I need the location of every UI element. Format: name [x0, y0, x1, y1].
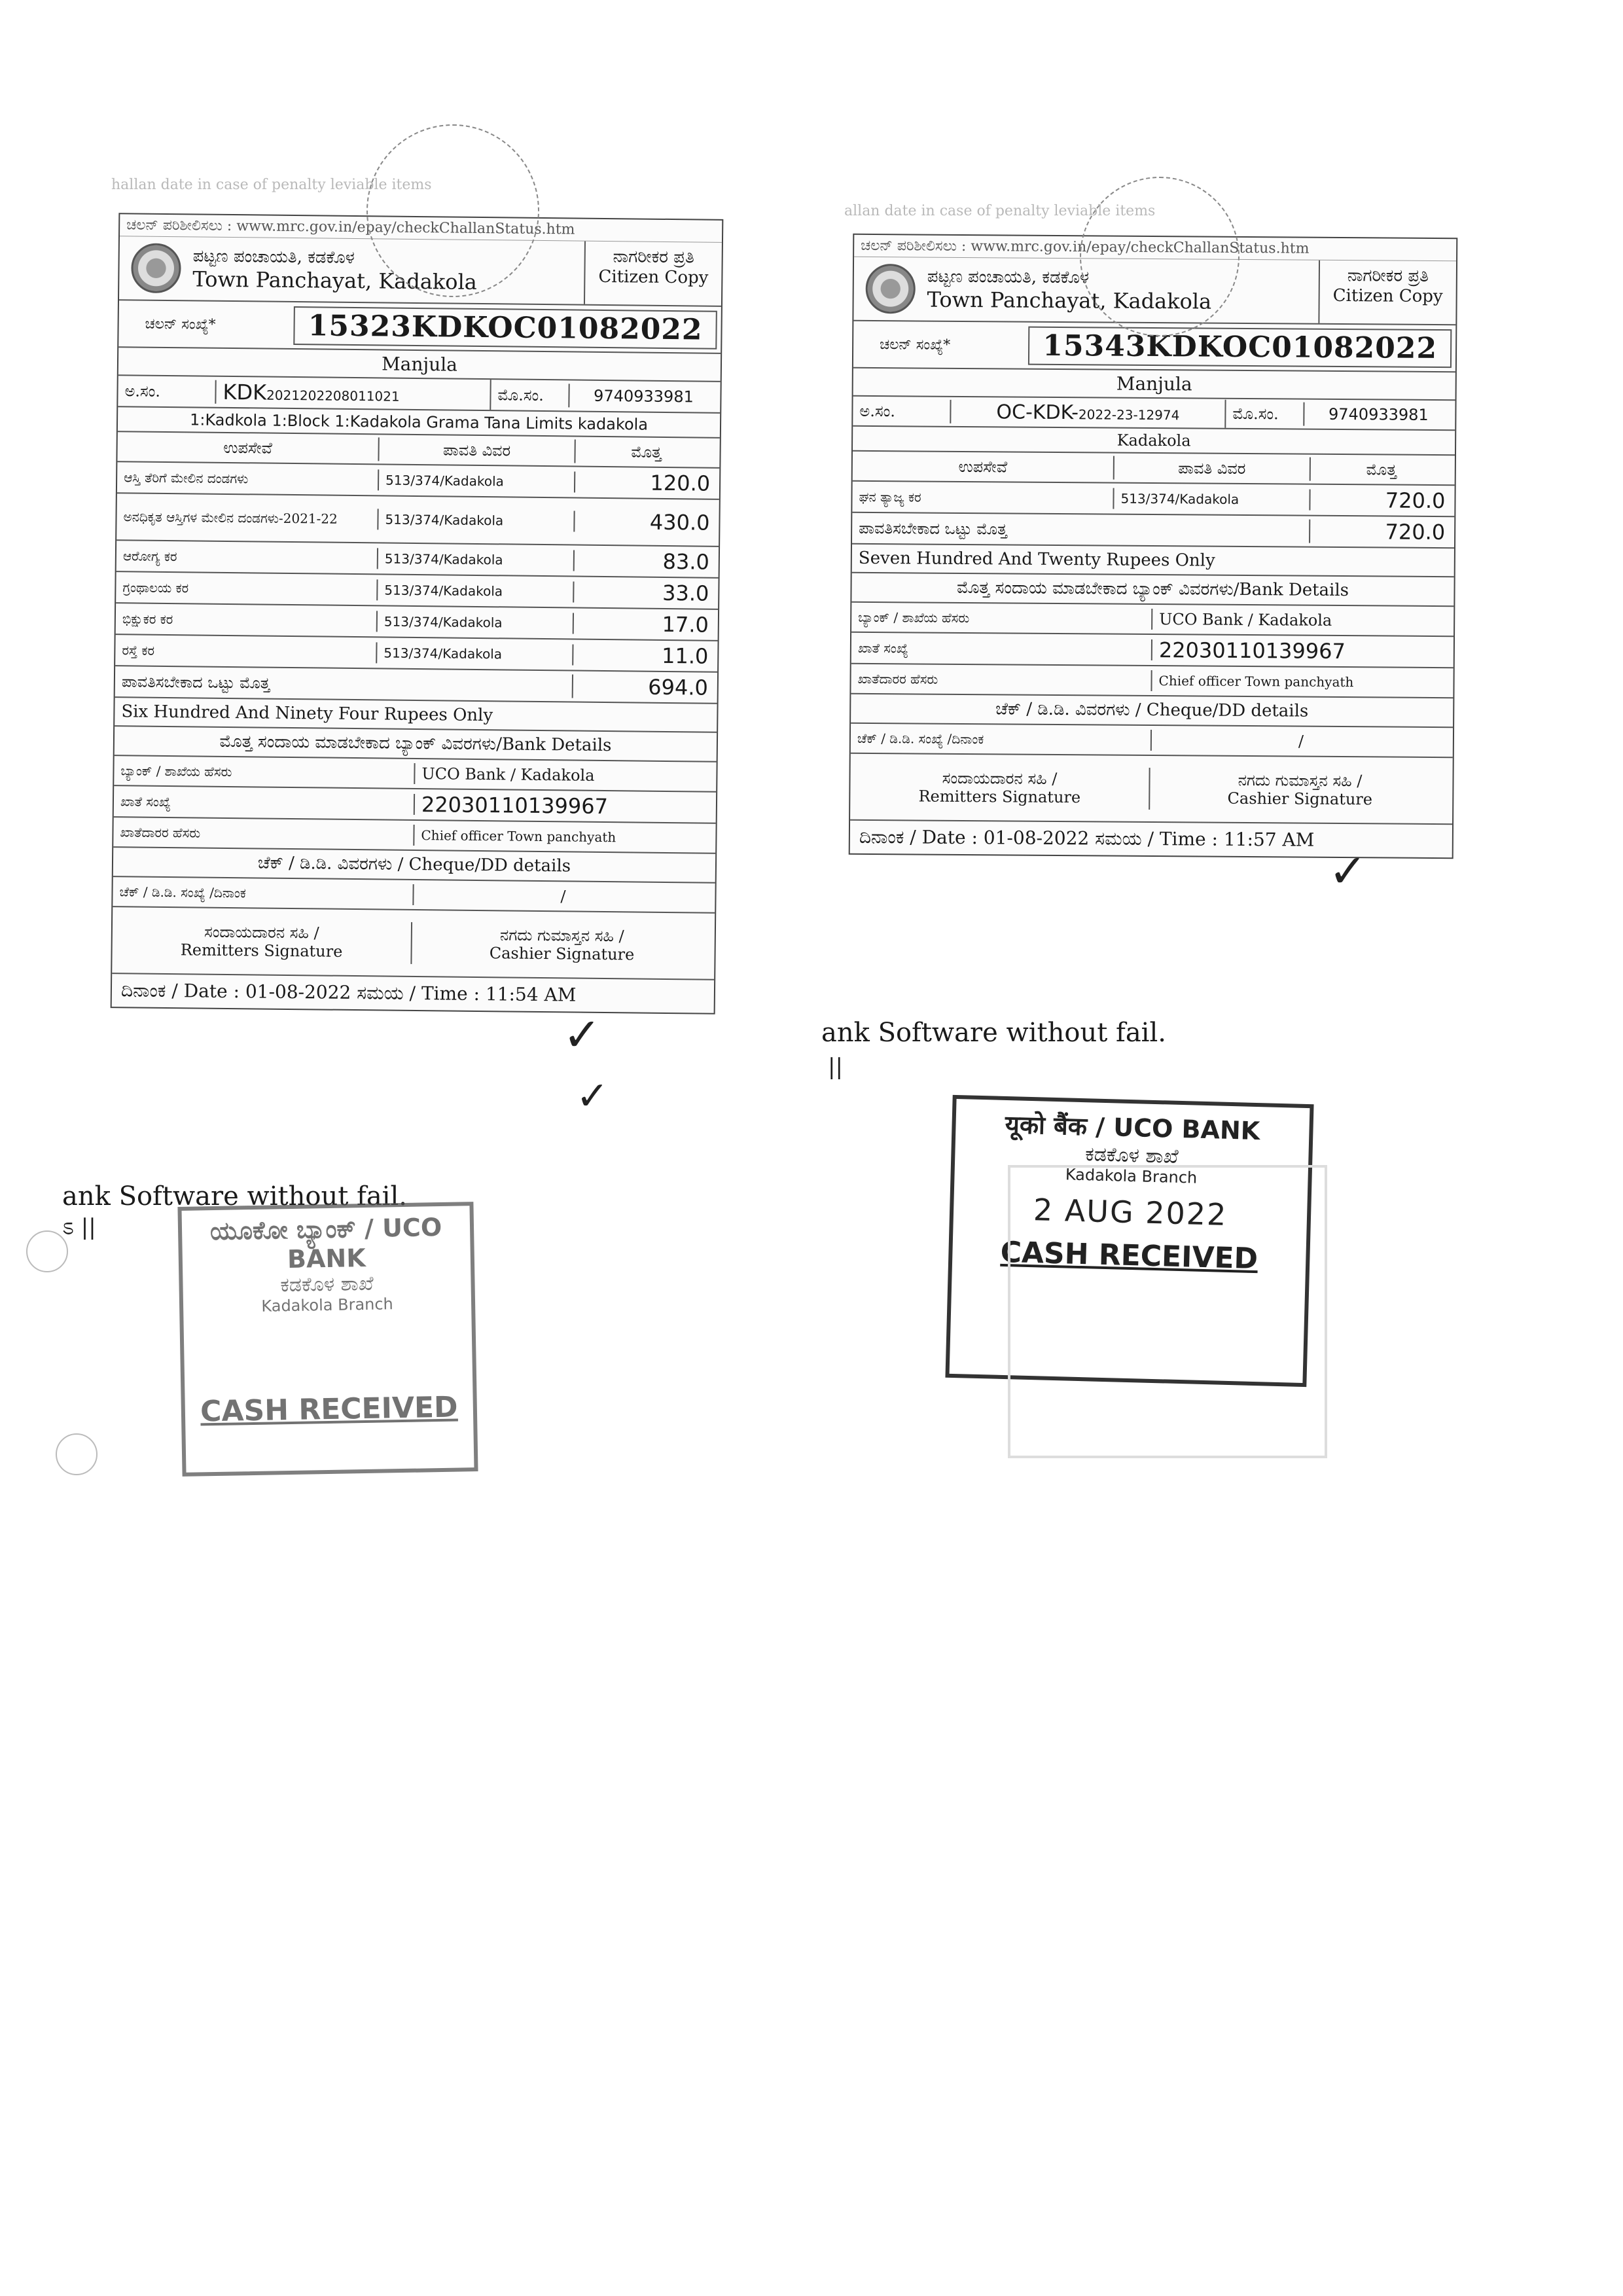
left-challan-receipt — [111, 213, 724, 1014]
table-row — [116, 493, 719, 547]
left-notice: ank Software without fail. — [62, 1181, 407, 1211]
left-id-cell — [216, 377, 491, 410]
right-bank-header: ಮೊತ್ತ ಸಂದಾಯ ಮಾಡಬೇಕಾದ ಬ್ಯಾಂಕ್ ವಿವರಗಳು/Bank Details — [851, 573, 1454, 607]
left-copy-type — [584, 242, 722, 306]
item-amount: 83.0 — [662, 548, 710, 575]
right-notice: ank Software without fail. — [821, 1018, 1166, 1048]
left-total-label: ಪಾವತಿಸಬೇಕಾದ ಒಟ್ಟು ಮೊತ್ತ — [115, 670, 573, 698]
left-stamp-branch-en: Kadakola Branch — [261, 1295, 393, 1316]
item-receipt: 513/374/Kadakola — [378, 611, 574, 634]
right-total-label: ಪಾವತಿಸಬೇಕಾದ ಒಟ್ಟು ಮೊತ್ತ — [852, 516, 1310, 543]
left-cheque-value: / — [560, 887, 566, 906]
left-office-seal — [366, 124, 539, 297]
left-stamp-branch-kn: ಕಡಕೊಳ ಶಾಖೆ — [280, 1272, 374, 1297]
left-verify-url: ಚಲನ್ ಪರಿಶೀಲಿಸಲು : www.mrc.gov.in/epay/checkChallanStatus.htm — [120, 214, 722, 243]
right-total-row — [852, 513, 1454, 548]
right-stamp-branch-en: Kadakola Branch — [1065, 1165, 1198, 1187]
right-remit-kn: ಸಂದಾಯದಾರನ ಸಹಿ / — [942, 768, 1058, 788]
item-receipt: 513/374/Kadakola — [1114, 488, 1310, 511]
right-id-row — [853, 397, 1455, 431]
right-stamp-bank-name: यूको बैंक / UCO BANK — [1005, 1109, 1260, 1146]
karnataka-emblem-icon — [865, 264, 916, 314]
right-cashier-en: Cashier Signature — [1227, 789, 1373, 809]
right-copy-kn: ನಾಗರೀಕರ ಪ್ರತಿ — [1347, 266, 1429, 286]
right-cashier-signature — [1150, 768, 1450, 812]
right-bank-label: ಬ್ಯಾಂಕ್ / ಶಾಖೆಯ ಹೆಸರು — [851, 607, 1152, 630]
left-remitter-signature — [112, 919, 412, 964]
left-office-kn: ಪಟ್ಟಣ ಪಂಚಾಯತಿ, ಕಡಕೊಳ — [192, 245, 355, 268]
left-stamp-cash-received: CASH RECEIVED — [200, 1390, 459, 1429]
left-holder-label: ಖಾತೆದಾರರ ಹೆಸರು — [113, 821, 414, 846]
right-verify-url: ಚಲನ್ ಪರಿಶೀಲಿಸಲು : www.mrc.gov.in/epay/checkChallanStatus.htm — [854, 235, 1456, 261]
left-cheque-label: ಚೆಕ್ / ಡಿ.ಡಿ. ಸಂಖ್ಯೆ /ದಿನಾಂಕ — [113, 881, 414, 905]
left-id-label: ಅ.ಸಂ. — [118, 379, 216, 404]
left-challan-row — [118, 300, 721, 354]
left-account-number: 22030110139967 — [421, 792, 609, 819]
right-bank-value: UCO Bank / Kadakola — [1159, 610, 1332, 630]
right-stamp-date: 2 AUG 2022 — [1033, 1192, 1228, 1232]
left-mobile: 9740933981 — [593, 386, 694, 406]
right-challan-label: ಚಲನ್ ಸಂಖ್ಯೆ* — [880, 336, 951, 353]
item-service: ಅನಧಿಕೃತ ಆಸ್ತಿಗಳ ಮೇಲಿನ ದಂಡಗಳು-2021-22 — [116, 506, 378, 529]
right-office-en: Town Panchayat, Kadakola — [927, 287, 1212, 314]
right-office-seal — [1080, 177, 1240, 336]
right-amount-words: Seven Hundred And Twenty Rupees Only — [852, 545, 1454, 577]
left-col-receipt: ಪಾವತಿ ವಿವರ — [379, 437, 575, 463]
left-remit-en: Remitters Signature — [180, 941, 343, 961]
left-notice-2: ಽ || — [62, 1214, 96, 1240]
right-copy-en: Citizen Copy — [1332, 285, 1443, 307]
left-signature-row — [112, 907, 715, 980]
left-col-service: ಉಪಸೇವೆ — [117, 435, 379, 461]
right-mobile-label: ಮೊ.ಸಂ. — [1226, 402, 1304, 426]
right-faint-header: allan date in case of penalty leviable items — [844, 203, 1156, 219]
right-address: Kadakola — [853, 427, 1455, 456]
left-payer-name: Manjula — [118, 348, 721, 382]
item-amount: 430.0 — [649, 509, 710, 535]
right-remitter-signature — [850, 766, 1150, 810]
item-amount: 17.0 — [662, 611, 709, 637]
left-holder-value: Chief officer Town panchyath — [421, 827, 616, 846]
right-date-time: ದಿನಾಂಕ / Date : 01-08-2022 ಸಮಯ / Time : 11:57 AM — [859, 825, 1315, 851]
right-remit-en: Remitters Signature — [918, 787, 1081, 807]
left-remit-kn: ಸಂದಾಯದಾರನ ಸಹಿ / — [204, 922, 319, 942]
item-receipt: 513/374/Kadakola — [378, 579, 574, 602]
right-signature-row — [850, 754, 1453, 825]
item-receipt: 513/374/Kadakola — [377, 642, 573, 665]
right-account-number: 22030110139967 — [1158, 637, 1346, 664]
item-amount: 120.0 — [650, 470, 711, 496]
right-col-receipt: ಪಾವತಿ ವಿವರ — [1115, 456, 1311, 481]
left-col-amount: ಮೊತ್ತ — [631, 442, 662, 461]
left-account-label: ಖಾತೆ ಸಂಖ್ಯೆ — [114, 791, 415, 815]
item-receipt: 513/374/Kadakola — [379, 469, 575, 492]
left-mobile-label: ಮೊ.ಸಂ. — [491, 383, 569, 407]
left-challan-label: ಚಲನ್ ಸಂಖ್ಯೆ* — [145, 315, 216, 333]
right-stamp-cash-received: CASH RECEIVED — [1000, 1235, 1258, 1276]
left-cashier-en: Cashier Signature — [489, 944, 635, 964]
right-total-amount: 720.0 — [1385, 519, 1446, 545]
right-cheque-header: ಚೆಕ್ / ಡಿ.ಡಿ. ವಿವರಗಳು / Cheque/DD details — [851, 694, 1453, 728]
right-holder-label: ಖಾತೆದಾರರ ಹೆಸರು — [851, 668, 1152, 691]
left-faint-header: hallan date in case of penalty leviable items — [111, 177, 432, 193]
item-service: ಆರೋಗ್ಯ ಕರ — [116, 545, 378, 569]
item-service: ಭಿಕ್ಷುಕರ ಕರ — [116, 608, 378, 632]
right-cheque-value: / — [1298, 732, 1304, 751]
item-amount: 720.0 — [1385, 488, 1446, 514]
right-cheque-label: ಚೆಕ್ / ಡಿ.ಡಿ. ಸಂಖ್ಯೆ /ದಿನಾಂಕ — [851, 728, 1152, 751]
karnataka-emblem-icon — [131, 243, 181, 293]
left-cashier-sign-icon: ✓ — [576, 1073, 609, 1119]
left-stamp-bank-name: ಯೂಕೋ ಬ್ಯಾಂಕ್ / UCO BANK — [209, 1212, 442, 1274]
left-bank-label: ಬ್ಯಾಂಕ್ / ಶಾಖೆಯ ಹೆಸರು — [114, 760, 415, 784]
item-service: ಆಸ್ತಿ ತೆರಿಗೆ ಮೇಲಿನ ದಂಡಗಳು — [117, 467, 379, 490]
right-payer-name: Manjula — [853, 368, 1455, 401]
left-tick-mark-icon: ✓ — [563, 1008, 601, 1062]
left-id-value: 2021202208011021 — [266, 387, 400, 404]
right-bank-row — [851, 603, 1454, 637]
left-bank-stamp — [177, 1202, 478, 1477]
item-receipt: 513/374/Kadakola — [378, 509, 575, 531]
right-mobile: 9740933981 — [1328, 404, 1429, 424]
right-holder-row — [851, 664, 1453, 698]
right-holder-value: Chief officer Town panchyath — [1158, 673, 1354, 691]
left-address: 1:Kadkola 1:Block 1:Kadakola Grama Tana Limits kadakola — [118, 407, 720, 439]
right-faint-stamp-ghost — [1008, 1165, 1327, 1458]
item-amount: 11.0 — [661, 643, 709, 669]
right-account-row — [851, 633, 1454, 668]
left-cashier-kn: ನಗದು ಗುಮಾಸ್ತನ ಸಹಿ / — [499, 925, 624, 946]
left-copy-en: Citizen Copy — [598, 266, 709, 288]
left-challan-number: 15323KDKOC01082022 — [293, 306, 717, 350]
right-notice-2: || — [828, 1054, 843, 1080]
right-challan-number: 15343KDKOC01082022 — [1028, 326, 1452, 368]
right-id-cell — [951, 397, 1226, 427]
right-id-label: ಅ.ಸಂ. — [853, 399, 951, 423]
right-tick-mark-icon: ✓ — [1329, 844, 1367, 898]
left-copy-kn: ನಾಗರೀಕರ ಪ್ರತಿ — [613, 247, 695, 268]
item-service: ರಸ್ತೆ ಕರ — [115, 639, 377, 663]
right-account-label: ಖಾತೆ ಸಂಖ್ಯೆ — [851, 637, 1152, 660]
right-cheque-row — [851, 724, 1453, 758]
item-service: ಘನ ತ್ಯಾಜ್ಯ ಕರ — [852, 486, 1114, 509]
item-receipt: 513/374/Kadakola — [378, 548, 575, 571]
right-id-prefix: OC-KDK- — [996, 400, 1079, 424]
punch-hole-bottom — [56, 1433, 98, 1475]
right-stamp-branch-kn: ಕಡಕೊಳ ಶಾಖೆ — [1084, 1143, 1179, 1168]
right-items-header — [853, 452, 1455, 486]
left-bank-value: UCO Bank / Kadakola — [421, 764, 595, 785]
left-office-en: Town Panchayat, Kadakola — [192, 266, 478, 295]
left-cashier-signature — [412, 922, 712, 967]
left-total-amount: 694.0 — [648, 674, 709, 700]
right-col-amount: ಮೊತ್ತ — [1366, 460, 1397, 479]
right-cashier-kn: ನಗದು ಗುಮಾಸ್ತನ ಸಹಿ / — [1238, 770, 1363, 791]
left-amount-words: Six Hundred And Ninety Four Rupees Only — [115, 698, 717, 733]
left-cheque-header: ಚೆಕ್ / ಡಿ.ಡಿ. ವಿವರಗಳು / Cheque/DD details — [113, 848, 715, 884]
item-amount: 33.0 — [662, 580, 709, 606]
table-row — [852, 482, 1454, 517]
right-copy-type — [1318, 260, 1456, 324]
left-id-prefix: KDK — [223, 379, 267, 405]
item-service: ಗ್ರಂಥಾಲಯ ಕರ — [116, 577, 378, 600]
left-bank-header: ಮೊತ್ತ ಸಂದಾಯ ಮಾಡಬೇಕಾದ ಬ್ಯಾಂಕ್ ವಿವರಗಳು/Bank Details — [115, 726, 717, 762]
right-office-kn: ಪಟ್ಟಣ ಪಂಚಾಯತಿ, ಕಡಕೊಳ — [927, 266, 1090, 287]
left-date-time: ದಿನಾಂಕ / Date : 01-08-2022 ಸಮಯ / Time : 11:54 AM — [120, 979, 577, 1006]
right-col-service: ಉಪಸೇವೆ — [853, 454, 1115, 480]
left-items-list — [115, 462, 719, 673]
right-id-value: 2022-23-12974 — [1078, 406, 1180, 423]
